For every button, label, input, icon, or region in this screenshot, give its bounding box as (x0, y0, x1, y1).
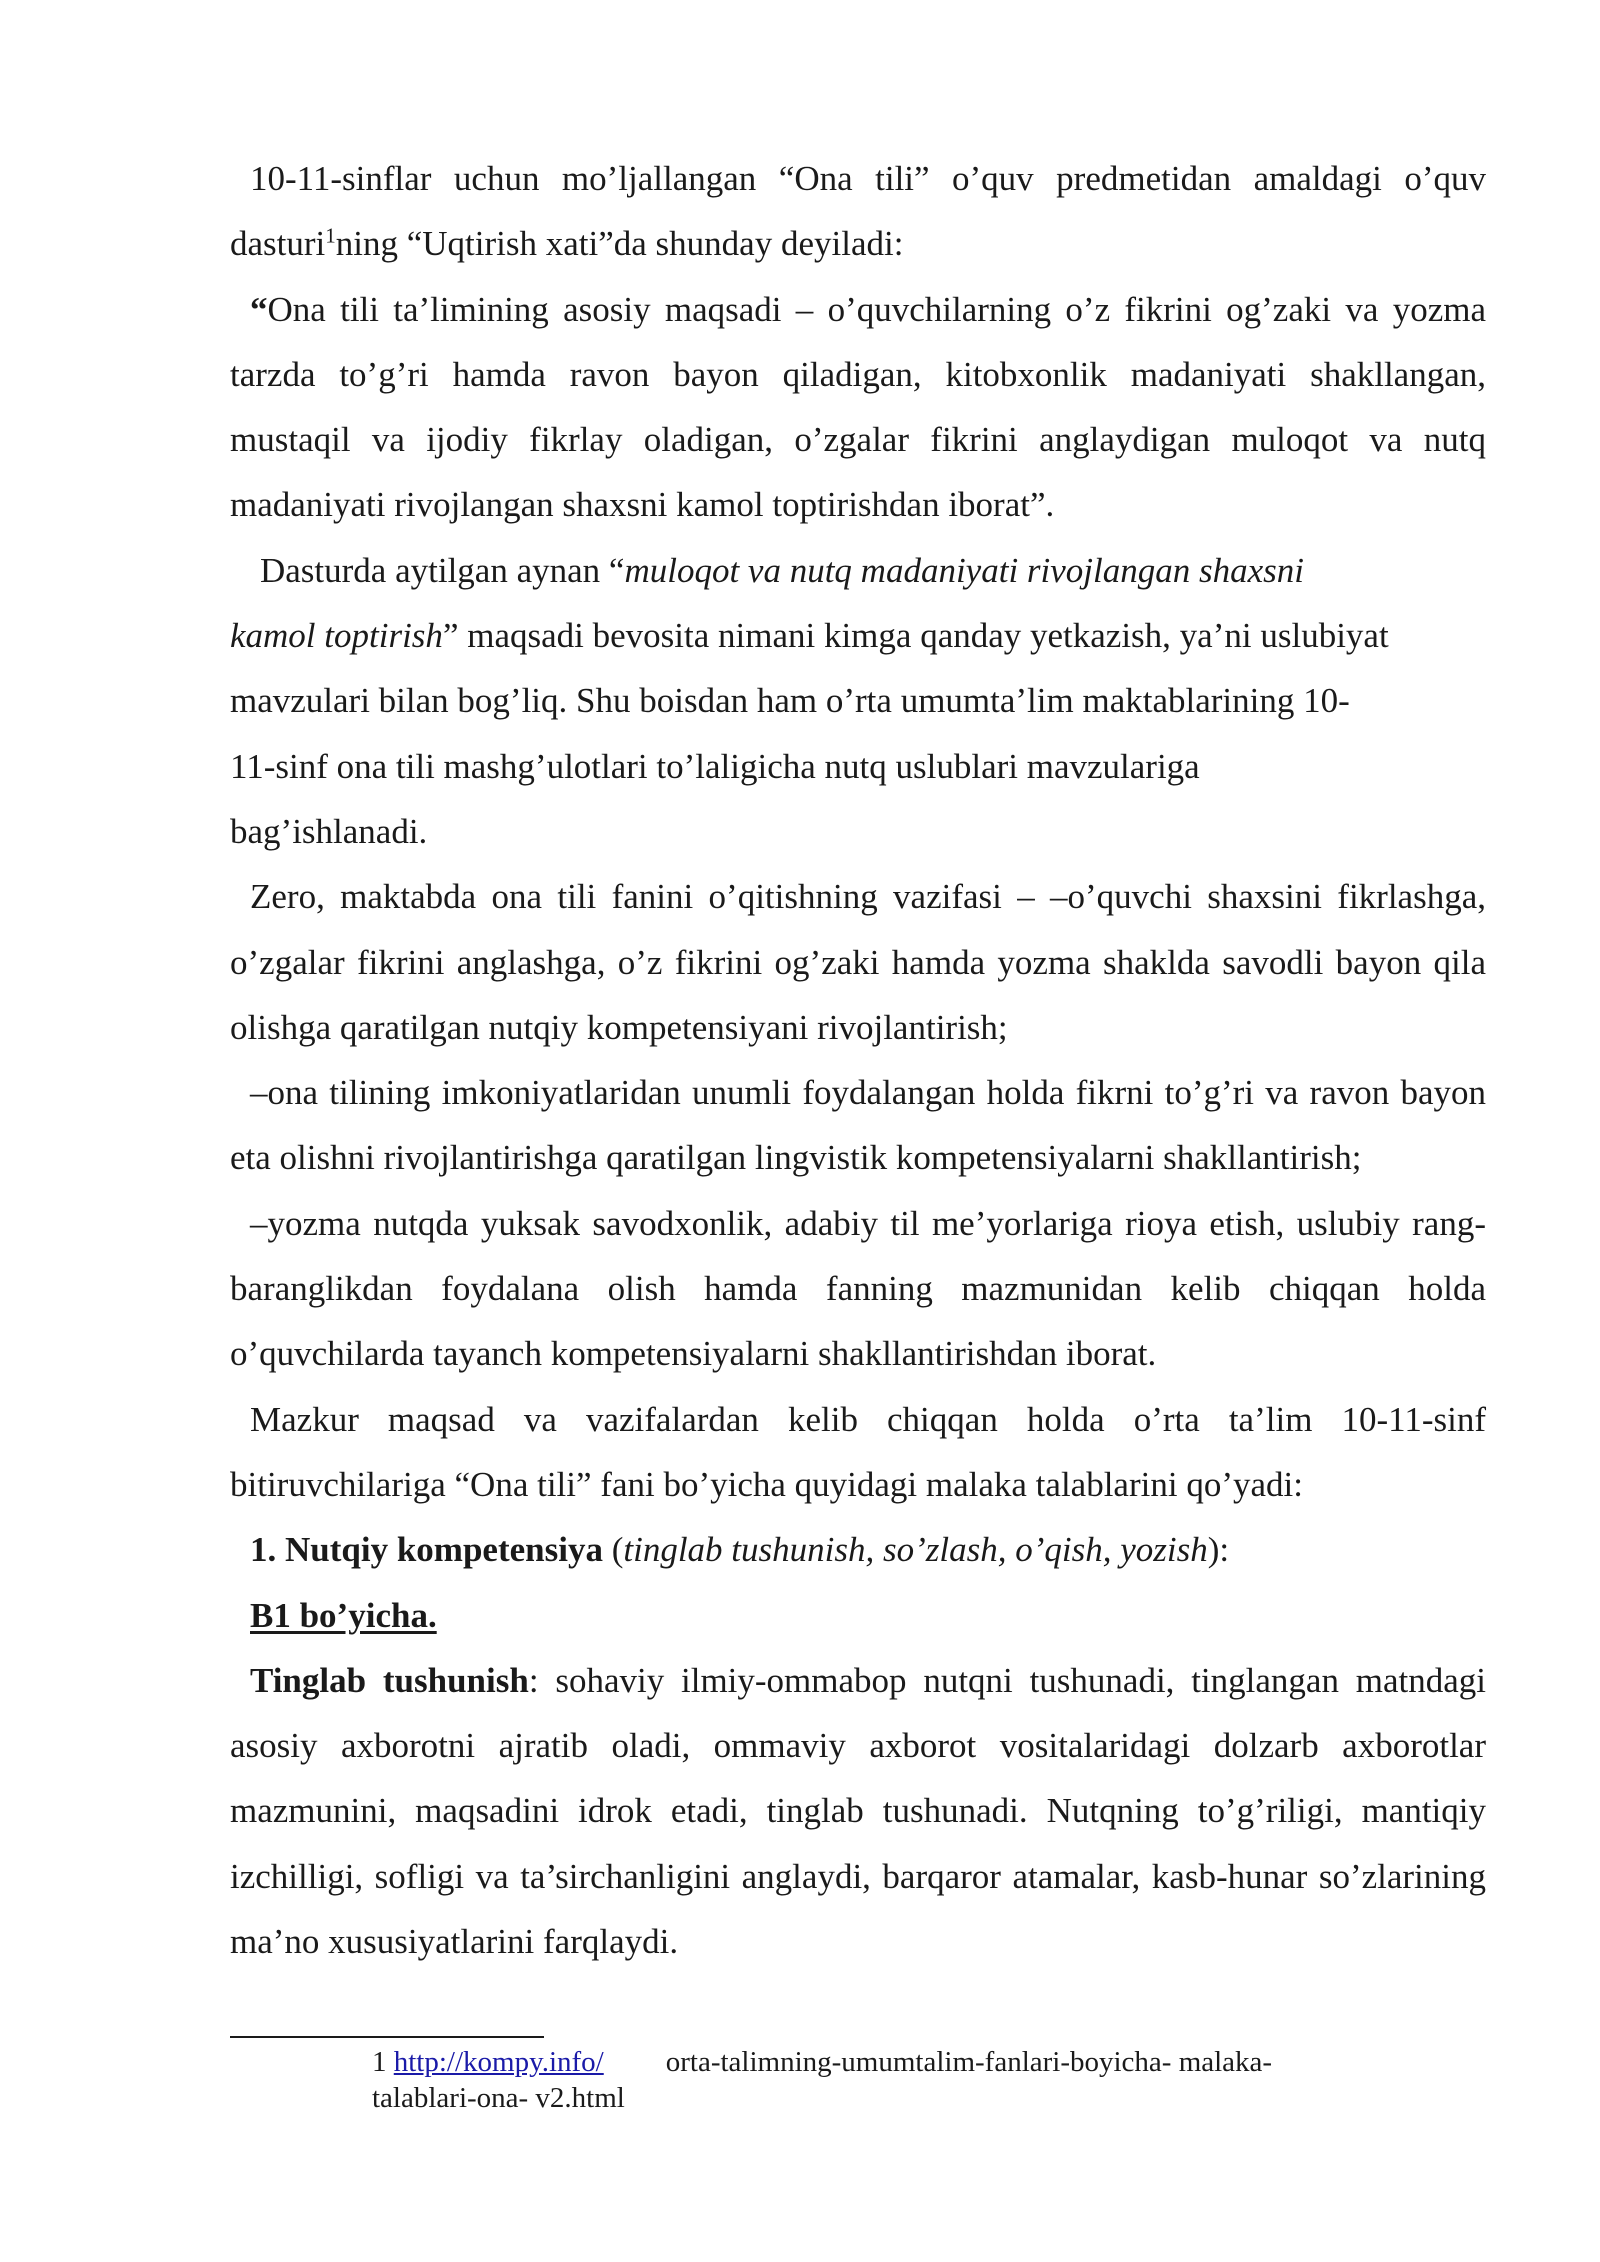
heading-b1 (230, 1583, 1486, 1648)
paren-close: ): (1207, 1530, 1230, 1570)
heading-bold: 1. Nutqiy kompetensiya (250, 1530, 603, 1570)
footnote-ref-1[interactable]: 1 (325, 223, 336, 248)
listening-text: : sohaviy ilmiy-ommabop nutqni tushunadi, tinglangan matndagi asosiy axborotni ajratib oladi, ommaviy axborot vositalaridagi dolzarb axborotlar mazmunini, maqsadini idrok etadi, tinglab tushunadi. Nutqning to’g’riligi, mantiqiy izchilligi, sofligi va ta’sirchanligini anglaydi, barqaror atamalar, kasb-hunar so’zlarining ma’no xususiyatlarini farqlaydi. (230, 1660, 1486, 1962)
footnote-number: 1 (372, 2046, 387, 2078)
paragraph-task-3: –yozma nutqda yuksak savodxonlik, adabiy til me’yorlariga rioya etish, uslubiy rang-baranglikdan foydalana olish hamda fanning mazmunidan kelib chiqqan holda o’quvchilarda tayanch kompetensiyalarni shakllantirishdan iborat. (230, 1203, 1486, 1374)
heading-b1-text: B1 bo’yicha. (250, 1595, 437, 1635)
footnote-separator (230, 2036, 544, 2038)
paragraph-program (230, 538, 1486, 864)
program-line2-italic: kamol toptirish (230, 616, 443, 656)
footnote-text-line1: orta-talimning-umumtalim-fanlari-boyicha- malaka- (665, 2046, 1273, 2078)
paren-open: ( (602, 1530, 624, 1570)
heading-speech-competence (230, 1517, 1486, 1582)
footnote-link[interactable]: http://kompy.info/ (393, 2046, 604, 2078)
intro-text-a: 10-11-sinflar uchun mo’ljallangan “Ona tili” o’quv predmetidan amaldagi o’quv dasturi (230, 159, 1486, 264)
footnote (372, 2044, 1402, 2116)
paragraph-listening (230, 1648, 1486, 1974)
quote-text: Ona tili ta’limining asosiy maqsadi – o’quvchilarning o’z fikrini og’zaki va yozma tarzda to’g’ri hamda ravon bayon qiladigan, kitobxonlik madaniyati shakllangan, mustaqil va ijodiy fikrlay oladigan, o’zgalar fikrini anglaydigan muloqot va nutq madaniyati rivojlangan shaxsni kamol toptirishdan iborat”. (230, 289, 1486, 525)
program-line5: bag’ishlanadi. (230, 811, 428, 851)
intro-text-b: ning “Uqtirish xati”da shunday deyiladi: (335, 224, 904, 264)
quote-open-mark: “ (250, 289, 268, 329)
paragraph-intro (230, 146, 1486, 277)
paragraph-task-2: –ona tilining imkoniyatlaridan unumli foydalangan holda fikrni to’g’ri va ravon bayon eta olishni rivojlantirishga qaratilgan lingvistik kompetensiyalarni shakllantirish; (230, 1073, 1486, 1178)
footnote-text-line2: talablari-ona- v2.html (372, 2082, 625, 2114)
listening-term: Tinglab tushunish (250, 1660, 529, 1700)
heading-italic: tinglab tushunish, so’zlash, o’qish, yozish (623, 1530, 1208, 1570)
program-line3: mavzulari bilan bog’liq. Shu boisdan ham o’rta umumta’lim maktablarining 10- (230, 681, 1350, 721)
program-line4: 11-sinf ona tili mashg’ulotlari to’laligicha nutq uslublari mavzulariga (230, 746, 1200, 786)
program-line2b: ” maqsadi bevosita nimani kimga qanday yetkazish, ya’ni uslubiyat (442, 616, 1389, 656)
paragraph-requirements: Mazkur maqsad va vazifalardan kelib chiqqan holda o’rta ta’lim 10-11-sinf bitiruvchilariga “Ona tili” fani bo’yicha quyidagi malaka talablarini qo’yadi: (230, 1399, 1486, 1504)
paragraph-task-1: Zero, maktabda ona tili fanini o’qitishning vazifasi – –o’quvchi shaxsini fikrlashga, o’zgalar fikrini anglashga, o’z fikrini og’zaki hamda yozma shaklda savodli bayon qila olishga qaratilgan nutqiy kompetensiyani rivojlantirish; (230, 877, 1486, 1047)
program-line1a: Dasturda aytilgan aynan “ (260, 550, 625, 590)
program-line1-italic: muloqot va nutq madaniyati rivojlangan shaxsni (624, 550, 1304, 590)
paragraph-quote (230, 277, 1486, 538)
document-body (230, 146, 1486, 1974)
